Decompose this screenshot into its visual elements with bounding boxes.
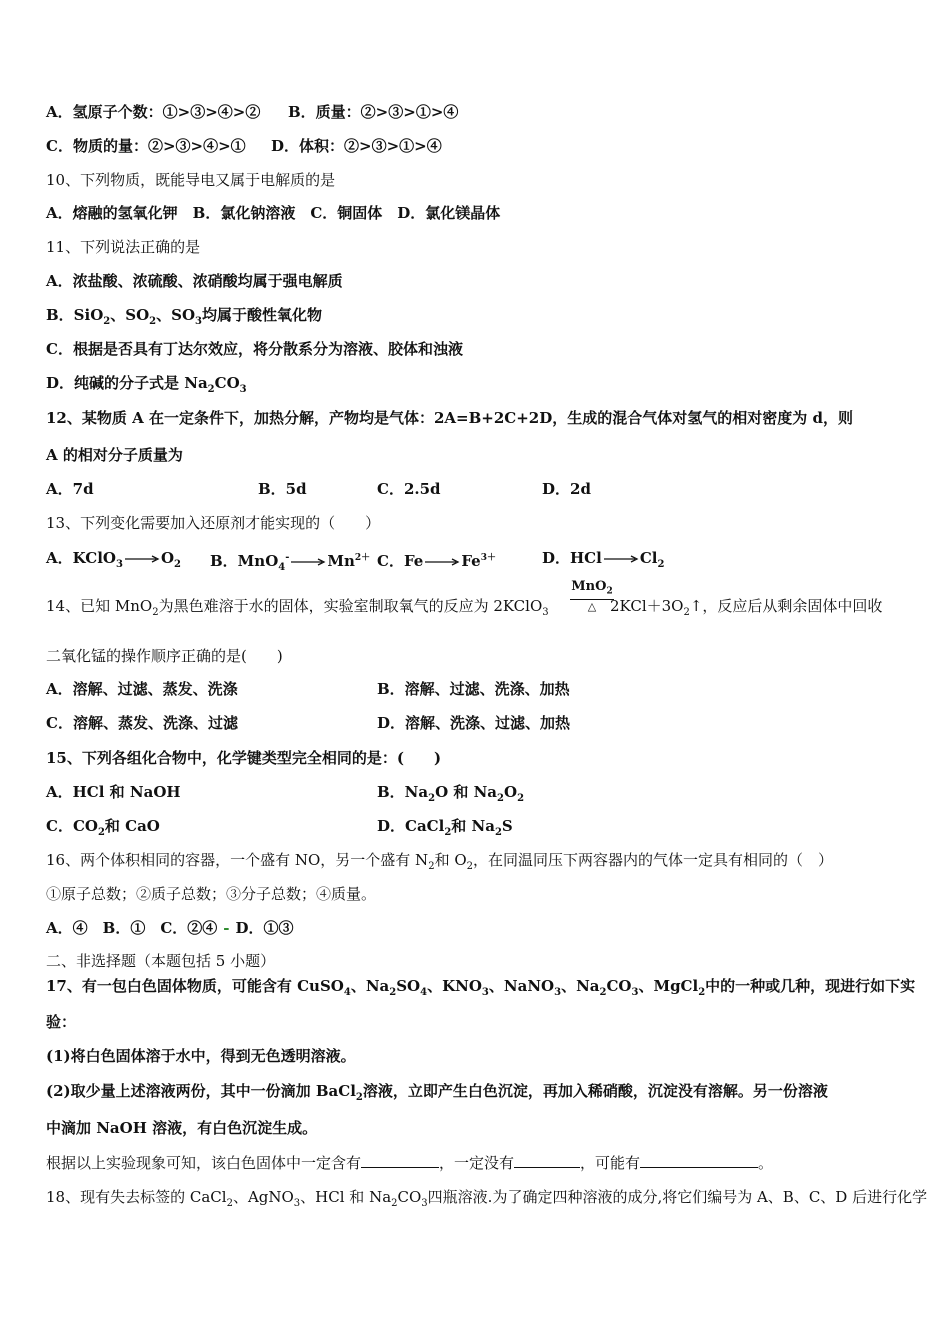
q12-options (46, 479, 746, 499)
q14-option-d: D．溶解、洗涤、过滤、加热 (377, 714, 571, 732)
q17-stem-line1: 17、有一包白色固体物质，可能含有 CuSO$_4$、$Na_2SO_4$、$KNO_3$、NaNO$_3$、$Na_2CO_3$、MgCl$_2$中的一种或几种，现进行如下实 (46, 977, 916, 998)
answer-blank-2[interactable] (514, 1153, 580, 1168)
q11-option-a: A．浓盐酸、浓硫酸、浓硝酸均属于强电解质 (46, 272, 343, 290)
q12-option-d: D．2d (542, 480, 591, 498)
q13-option-c: C．Fe $Fe^{3+}$ (377, 552, 496, 570)
q10-options: A．熔融的氢氧化钾 B．氯化钠溶液 C．铜固体 D．氯化镁晶体 (46, 204, 501, 222)
q11-option-c: C．根据是否具有丁达尔效应，将分散系分为溶液、胶体和浊液 (46, 340, 463, 358)
q13-option-d: D．HCl $Cl_2$ (542, 549, 665, 570)
q9-option-a: A．氢原子个数：①>③>④>② (46, 103, 261, 121)
q17-conclusion: 根据以上实验现象可知，该白色固体中一定含有 ，一定没有 ，可能有 。 (46, 1154, 774, 1172)
q14-option-b: B．溶解、过滤、洗涤、加热 (377, 680, 570, 698)
arrow-icon (423, 557, 461, 567)
q9-option-d: D．体积：②>③>①>④ (271, 137, 442, 155)
answer-blank-1[interactable] (361, 1153, 439, 1168)
q18-stem: 18、现有失去标签的 CaCl$_2$、AgNO$_3$、HCl 和 $Na_2CO_3$四瓶溶液.为了确定四种溶液的成分,将它们编号为 A、B、C、D 后进行化学 (46, 1188, 928, 1209)
q9-options-row1 (46, 102, 459, 122)
q15-options-row2 (46, 816, 746, 843)
q14-stem-line2: 二氧化锰的操作顺序正确的是( ) (46, 647, 283, 665)
q16-items: ①原子总数；②质子总数；③分子总数；④质量。 (46, 885, 377, 903)
arrow-icon (602, 554, 640, 564)
q14-options-row2 (46, 713, 746, 733)
q12-option-c: C．2.5d (377, 480, 441, 498)
q15-option-b: B．$Na_2O$ 和 $Na_2O_2$ (377, 783, 525, 804)
q14-options-row1 (46, 679, 746, 699)
q17-stem-line2: 验： (46, 1013, 77, 1031)
q9-option-b: B．质量：②>③>①>④ (288, 103, 459, 121)
green-mark: - (223, 919, 230, 937)
q16-stem: 16、两个体积相同的容器，一个盛有 NO，另一个盛有 $N_2$和 $O_2$，在同温同压下两容器内的气体一定具有相同的（ ） (46, 851, 834, 872)
q15-stem: 15、下列各组化合物中，化学键类型完全相同的是：( ) (46, 749, 442, 767)
q13-option-a: A．KClO$_3$ $O_2$ (46, 549, 181, 570)
q9-options-row2 (46, 136, 442, 156)
q13-stem: 13、下列变化需要加入还原剂才能实现的（ ） (46, 514, 381, 532)
q11-option-d: D．纯碱的分子式是 $Na_2CO_3$ (46, 374, 247, 395)
q15-option-d: D．CaCl$_2$和 $Na_2S$ (377, 817, 513, 838)
reaction-catalyst-condition: MnO$_2$ △ (571, 579, 613, 613)
q15-option-c: C．$CO_2$和 CaO (46, 817, 160, 838)
q14-stem-line1: 14、已知 MnO$_2$为黑色难溶于水的固体，实验室制取氧气的反应为 2KClO$_3$ (46, 597, 549, 618)
q13-options (46, 548, 746, 575)
q12-option-b: B．5d (258, 480, 307, 498)
q12-stem-line1: 12、某物质 A 在一定条件下，加热分解，产物均是气体：2A=B+2C+2D，生成的混合气体对氢气的相对密度为 d，则 (46, 409, 853, 427)
arrow-icon (123, 554, 161, 564)
q17-step2-line1: (2)取少量上述溶液两份，其中一份滴加 BaCl$_2$溶液，立即产生白色沉淀，再加入稀硝酸，沉淀没有溶解。另一份溶液 (46, 1082, 828, 1103)
q15-option-a: A．HCl 和 NaOH (46, 783, 181, 801)
q13-option-b: B．MnO$_4$- $Mn^{2+}$ (210, 552, 371, 573)
q12-stem-line2: A 的相对分子质量为 (46, 446, 183, 464)
q12-option-a: A．7d (46, 480, 94, 498)
q14-option-a: A．溶解、过滤、蒸发、洗涤 (46, 680, 238, 698)
q9-option-c: C．物质的量：②>③>④>① (46, 137, 246, 155)
q11-option-b: B．SiO$_2$、$SO_2$、$SO_3$均属于酸性氧化物 (46, 306, 323, 327)
section-heading: 二、非选择题（本题包括 5 小题） (46, 952, 276, 970)
q17-step2-line2: 中滴加 NaOH 溶液，有白色沉淀生成。 (46, 1119, 318, 1137)
q14-option-c: C．溶解、蒸发、洗涤、过滤 (46, 714, 238, 732)
arrow-icon (289, 557, 327, 567)
answer-blank-3[interactable] (640, 1153, 758, 1168)
q17-step1: (1)将白色固体溶于水中，得到无色透明溶液。 (46, 1047, 356, 1065)
q10-stem: 10、下列物质，既能导电又属于电解质的是 (46, 171, 336, 189)
q15-options-row1 (46, 782, 746, 802)
q11-stem: 11、下列说法正确的是 (46, 238, 201, 256)
q14-stem-line1-end: $2KCl+3O_2↑$，反应后从剩余固体中回收 (610, 597, 883, 618)
q16-options: A．④ B．① C．②④ - D．①③ (46, 919, 294, 937)
